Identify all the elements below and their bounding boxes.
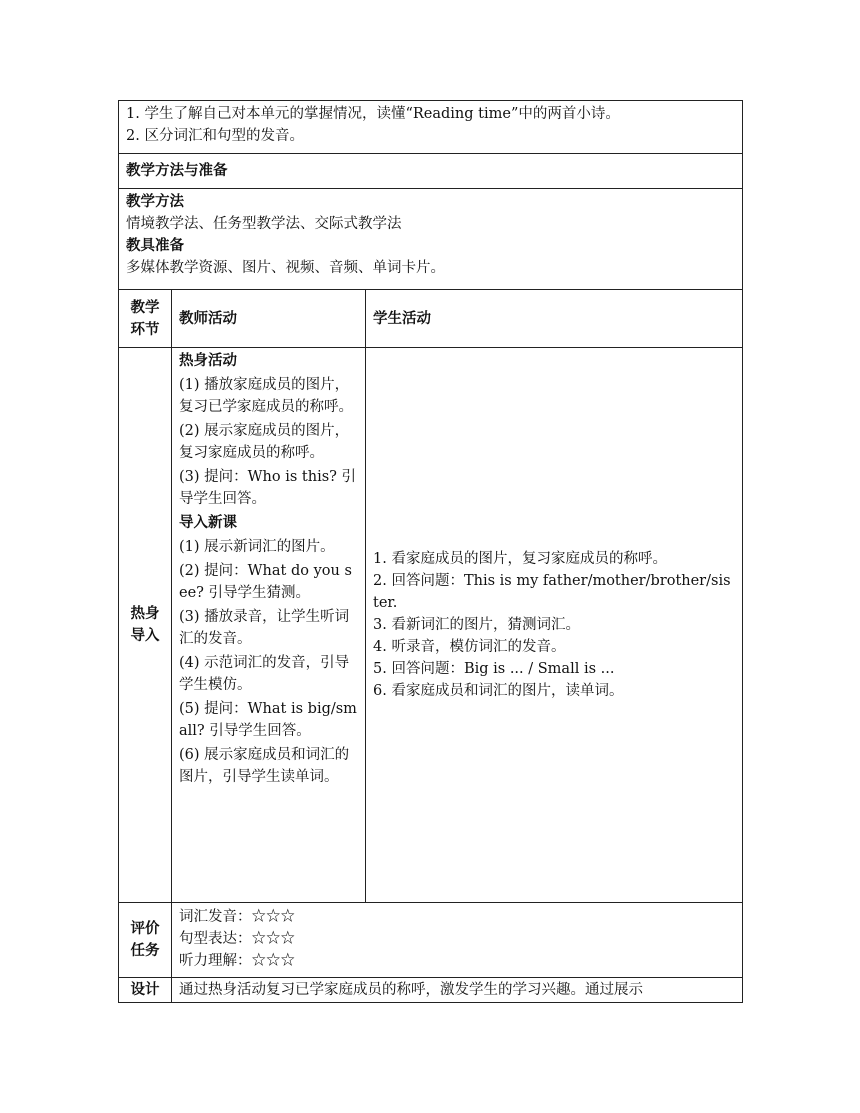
evaluation-item: 词汇发音：☆☆☆ [179,909,295,925]
evaluation-item: 句型表达：☆☆☆ [179,931,295,947]
student-activity-item: 1. 看家庭成员的图片，复习家庭成员的称呼。 [373,551,667,567]
methods-row [119,189,743,290]
evaluation-cell [172,903,743,978]
method-text: 情境教学法、任务型教学法、交际式教学法 [126,216,402,232]
warmup-stage-cell [119,348,172,903]
teacher-activity-item: (2) 展示家庭成员的图片，复习家庭成员的称呼。 [179,423,350,461]
warmup-heading: 热身活动 [179,353,237,369]
evaluation-row [119,903,743,978]
header-stage-line: 环节 [130,321,160,338]
warmup-stage-line: 导入 [130,628,160,644]
design-text [172,978,743,1003]
tools-text: 多媒体教学资源、图片、视频、音频、单词卡片。 [126,260,445,276]
objectives-cell [119,101,743,154]
design-stage-cell: 设计 [119,978,172,1003]
objective-item: 1. 学生了解自己对本单元的掌握情况，读懂“Reading time”中的两首小诗。 [126,106,620,122]
evaluation-stage-cell [119,903,172,978]
teacher-activity-item: (3) 提问：Who is this? 引导学生回答。 [179,469,357,507]
header-row [119,290,743,348]
tools-heading: 教具准备 [126,238,184,254]
evaluation-stage-line: 评价 [130,921,160,937]
teacher-activity-item: (2) 提问：What do you see? 引导学生猜测。 [179,563,352,601]
objectives-row [119,101,743,154]
methods-cell [119,189,743,290]
methods-title-row [119,154,743,189]
teacher-activity-item: (4) 示范词汇的发音，引导学生模仿。 [179,655,350,693]
student-activity-item: 4. 听录音，模仿词汇的发音。 [373,639,566,655]
teacher-activity-item: (1) 播放家庭成员的图片，复习已学家庭成员的称呼。 [179,377,353,415]
header-student: 学生活动 [366,290,743,348]
teacher-activity-item: (1) 展示新词汇的图片。 [179,539,335,555]
evaluation-stage-line: 任务 [130,943,160,959]
lesson-plan-table [118,100,743,1003]
header-stage-line: 教学 [130,299,160,316]
header-stage-cell [119,290,172,348]
header-teacher: 教师活动 [172,290,366,348]
methods-section-title: 教学方法与准备 [119,154,743,189]
teacher-activity-item: (3) 播放录音，让学生听词汇的发音。 [179,609,350,647]
student-activity-item: 3. 看新词汇的图片，猜测词汇。 [373,617,580,633]
warmup-student-cell [366,348,743,903]
warmup-row [119,348,743,903]
lesson-plan-page [118,100,742,1003]
student-activity-item: 5. 回答问题：Big is ... / Small is ... [373,661,615,677]
design-row [119,978,743,1003]
design-text-line: 通过热身活动复习已学家庭成员的称呼，激发学生的学习兴趣。通过展示 [179,982,643,998]
warmup-stage-line: 热身 [130,606,160,622]
warmup-teacher-cell [172,348,366,903]
intro-heading: 导入新课 [179,515,237,531]
method-heading: 教学方法 [126,194,184,210]
objective-item: 2. 区分词汇和句型的发音。 [126,128,304,144]
teacher-activity-item: (5) 提问：What is big/small? 引导学生回答。 [179,701,357,739]
student-activity-item: 2. 回答问题：This is my father/mother/brother/sister. [373,573,731,611]
evaluation-item: 听力理解：☆☆☆ [179,953,295,969]
teacher-activity-item: (6) 展示家庭成员和词汇的图片，引导学生读单词。 [179,747,350,785]
student-activity-item: 6. 看家庭成员和词汇的图片，读单词。 [373,683,624,699]
